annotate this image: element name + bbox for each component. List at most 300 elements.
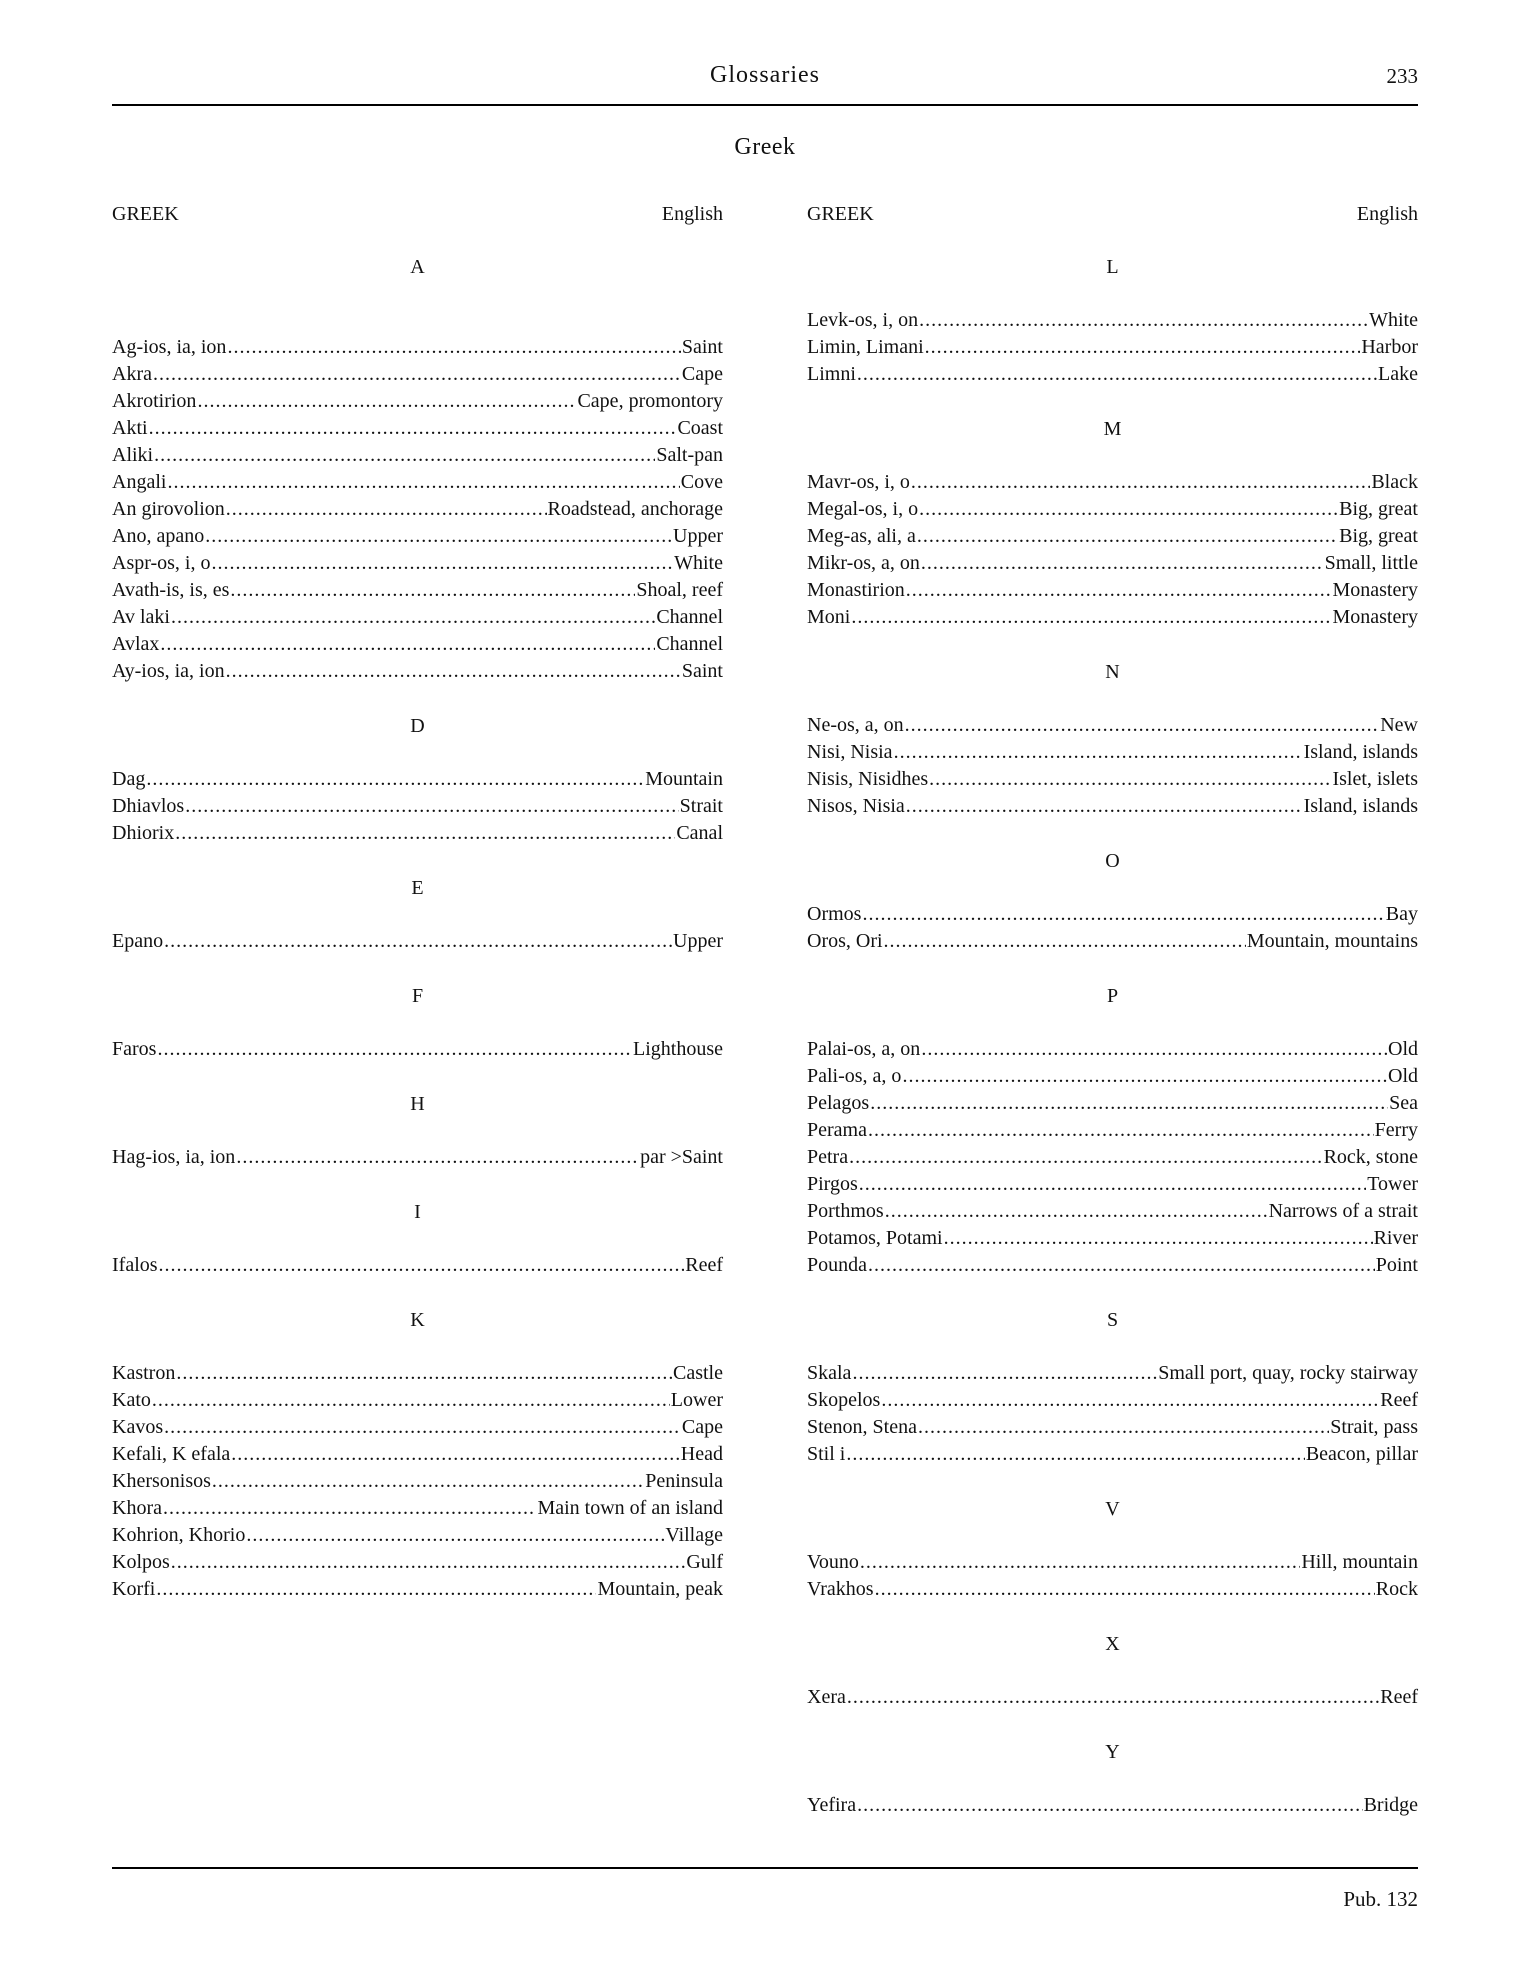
- glossary-columns: [112, 161, 1418, 1819]
- entry-term: Vrakhos: [807, 1578, 874, 1600]
- glossary-section: [807, 418, 1418, 631]
- column-header-term: GREEK: [807, 203, 874, 225]
- entry-term: Dhiorix: [112, 822, 175, 844]
- dot-leader: [870, 1090, 1388, 1117]
- entry-definition: Lighthouse: [633, 1038, 723, 1060]
- entry-definition: Strait, pass: [1330, 1416, 1418, 1438]
- dot-leader: [171, 1549, 686, 1576]
- entry-term: Faros: [112, 1038, 157, 1060]
- entry-term: Perama: [807, 1119, 867, 1141]
- entry-term: Khora: [112, 1497, 162, 1519]
- dot-leader: [929, 766, 1331, 793]
- dot-leader: [156, 1576, 596, 1603]
- glossary-entry: [807, 712, 1418, 739]
- entry-term: Aspr-os, i, o: [112, 552, 211, 574]
- section-letter: I: [414, 1201, 421, 1223]
- entry-definition: Old: [1388, 1065, 1418, 1087]
- entry-term: Nisis, Nisidhes: [807, 768, 929, 790]
- entry-definition: Roadstead, anchorage: [547, 498, 723, 520]
- dot-leader: [885, 1198, 1268, 1225]
- section-letter: A: [410, 256, 425, 278]
- dot-leader: [902, 1063, 1387, 1090]
- section-letter: N: [1105, 661, 1120, 683]
- section-letter: F: [411, 985, 424, 1007]
- entry-term: Kohrion, Khorio: [112, 1524, 246, 1546]
- entry-definition: Rock: [1375, 1578, 1418, 1600]
- entry-definition: Cape: [681, 363, 723, 385]
- section-entries: [112, 1144, 723, 1171]
- entry-definition: Lower: [670, 1389, 723, 1411]
- entry-term: Potamos, Potami: [807, 1227, 943, 1249]
- glossary-section: [112, 985, 723, 1063]
- column-header-language: English: [661, 203, 723, 225]
- entry-definition: Strait: [679, 795, 723, 817]
- section-letter: X: [1105, 1633, 1120, 1655]
- entry-definition: Tower: [1367, 1173, 1418, 1195]
- dot-leader: [852, 1360, 1157, 1387]
- entry-definition: Narrows of a strait: [1268, 1200, 1418, 1222]
- section-letter: M: [1103, 418, 1122, 440]
- glossary-entry: [112, 631, 723, 658]
- dot-leader: [167, 469, 679, 496]
- entry-term: Angali: [112, 471, 167, 493]
- entry-term: Moni: [807, 606, 851, 628]
- glossary-entry: [807, 577, 1418, 604]
- dot-leader: [944, 1225, 1373, 1252]
- dot-leader: [862, 901, 1384, 928]
- glossary-section: [807, 1741, 1418, 1819]
- glossary-entry: [807, 1225, 1418, 1252]
- entry-term: Korfi: [112, 1578, 156, 1600]
- glossary-section: [807, 1309, 1418, 1468]
- glossary-entry: [807, 1576, 1418, 1603]
- entry-definition: Cove: [680, 471, 723, 493]
- entry-term: Pounda: [807, 1254, 867, 1276]
- entry-term: Vouno: [807, 1551, 859, 1573]
- glossary-section: [807, 850, 1418, 955]
- entry-term: Hag-ios, ia, ion: [112, 1146, 236, 1168]
- dot-leader: [918, 1414, 1329, 1441]
- entry-definition: Channel: [656, 633, 723, 655]
- entry-term: Palai-os, a, on: [807, 1038, 921, 1060]
- dot-leader: [197, 388, 576, 415]
- entry-term: Mikr-os, a, on: [807, 552, 920, 574]
- section-entries: [807, 1036, 1418, 1279]
- entry-term: Kastron: [112, 1362, 176, 1384]
- entry-term: Ano, apano: [112, 525, 205, 547]
- entry-term: Kefali, K efala: [112, 1443, 231, 1465]
- entry-term: Ormos: [807, 903, 862, 925]
- entry-term: Avlax: [112, 633, 160, 655]
- entry-definition: Bridge: [1363, 1794, 1418, 1816]
- glossary-entry: [807, 1252, 1418, 1279]
- entry-term: An girovolion: [112, 498, 225, 520]
- entry-term: Kolpos: [112, 1551, 170, 1573]
- glossary-entry: [807, 334, 1418, 361]
- entry-term: Kavos: [112, 1416, 164, 1438]
- section-entries: [807, 469, 1418, 631]
- dot-leader: [851, 604, 1331, 631]
- entry-definition: Mountain, mountains: [1246, 930, 1418, 952]
- glossary-entry: [807, 1171, 1418, 1198]
- entry-definition: Upper: [673, 525, 723, 547]
- section-letter: V: [1105, 1498, 1120, 1520]
- entry-definition: Head: [680, 1443, 723, 1465]
- glossary-section: [807, 1633, 1418, 1711]
- glossary-entry: [112, 658, 723, 685]
- glossary-entry: [807, 307, 1418, 334]
- glossary-entry: [807, 469, 1418, 496]
- glossary-entry: [112, 1576, 723, 1603]
- glossary-entry: [807, 793, 1418, 820]
- entry-term: Skopelos: [807, 1389, 881, 1411]
- entry-definition: Main town of an island: [537, 1497, 723, 1519]
- glossary-entry: [112, 1144, 723, 1171]
- entry-definition: Islet, islets: [1332, 768, 1418, 790]
- glossary-entry: [807, 1387, 1418, 1414]
- entry-definition: Big, great: [1339, 525, 1418, 547]
- entry-term: Meg-as, ali, a: [807, 525, 916, 547]
- glossary-entry: [112, 361, 723, 388]
- section-entries: [807, 1684, 1418, 1711]
- glossary-entry: [807, 1063, 1418, 1090]
- glossary-entry: [112, 469, 723, 496]
- section-entries: [112, 307, 723, 685]
- glossary-column: [112, 161, 723, 1603]
- entry-term: Nisos, Nisia: [807, 795, 905, 817]
- entry-definition: Monastery: [1332, 606, 1418, 628]
- footer-rule: [112, 1867, 1418, 1869]
- entry-definition: Small, little: [1324, 552, 1418, 574]
- glossary-entry: [112, 1036, 723, 1063]
- entry-term: Oros, Ori: [807, 930, 883, 952]
- glossary-entry: [807, 1144, 1418, 1171]
- entry-term: Levk-os, i, on: [807, 309, 919, 331]
- entry-term: Stenon, Stena: [807, 1416, 917, 1438]
- entry-definition: Ferry: [1374, 1119, 1418, 1141]
- glossary-entry: [807, 1036, 1418, 1063]
- section-entries: [112, 1036, 723, 1063]
- glossary-entry: [112, 928, 723, 955]
- glossary-entry: [807, 1441, 1418, 1468]
- glossary-entry: [112, 1414, 723, 1441]
- glossary-entry: [807, 604, 1418, 631]
- glossary-entry: [112, 1387, 723, 1414]
- dot-leader: [152, 1387, 670, 1414]
- entry-term: Pirgos: [807, 1173, 858, 1195]
- dot-leader: [857, 361, 1377, 388]
- dot-leader: [171, 604, 655, 631]
- entry-definition: Mountain, peak: [597, 1578, 723, 1600]
- entry-term: Ay-ios, ia, ion: [112, 660, 225, 682]
- dot-leader: [894, 739, 1303, 766]
- dot-leader: [846, 1441, 1304, 1468]
- glossary-section: [112, 1309, 723, 1603]
- entry-term: Khersonisos: [112, 1470, 211, 1492]
- section-letter: L: [1106, 256, 1119, 278]
- glossary-section: [112, 715, 723, 847]
- glossary-entry: [807, 361, 1418, 388]
- glossary-entry: [807, 496, 1418, 523]
- dot-leader: [227, 334, 680, 361]
- entry-definition: Cape, promontory: [577, 390, 723, 412]
- dot-leader: [231, 1441, 680, 1468]
- glossary-entry: [112, 577, 723, 604]
- glossary-section: [112, 1093, 723, 1171]
- section-entries: [807, 712, 1418, 820]
- dot-leader: [925, 334, 1361, 361]
- dot-leader: [881, 1387, 1379, 1414]
- section-entries: [807, 1792, 1418, 1819]
- column-header-language: English: [1356, 203, 1418, 225]
- dot-leader: [160, 631, 655, 658]
- dot-leader: [175, 820, 675, 847]
- glossary-entry: [807, 523, 1418, 550]
- dot-leader: [176, 1360, 672, 1387]
- entry-definition: Point: [1375, 1254, 1418, 1276]
- entry-definition: Rock, stone: [1323, 1146, 1418, 1168]
- column-header: [112, 203, 723, 226]
- glossary-entry: [112, 550, 723, 577]
- dot-leader: [212, 1468, 644, 1495]
- entry-term: Ne-os, a, on: [807, 714, 904, 736]
- entry-definition: Castle: [673, 1362, 723, 1384]
- entry-definition: Saint: [681, 336, 723, 358]
- glossary-entry: [807, 901, 1418, 928]
- glossary-entry: [112, 523, 723, 550]
- dot-leader: [859, 1171, 1366, 1198]
- entry-definition: Small port, quay, rocky stairway: [1158, 1362, 1418, 1384]
- entry-term: Yefira: [807, 1794, 857, 1816]
- entry-definition: Saint: [681, 660, 723, 682]
- glossary-entry: [112, 388, 723, 415]
- section-entries: [807, 1360, 1418, 1468]
- entry-definition: Reef: [685, 1254, 723, 1276]
- entry-definition: Reef: [1380, 1389, 1418, 1411]
- entry-definition: Old: [1388, 1038, 1418, 1060]
- entry-definition: Mountain: [645, 768, 723, 790]
- glossary-entry: [807, 1198, 1418, 1225]
- dot-leader: [849, 1144, 1322, 1171]
- entry-definition: Big, great: [1339, 498, 1418, 520]
- entry-definition: Black: [1371, 471, 1418, 493]
- entry-term: Pali-os, a, o: [807, 1065, 902, 1087]
- dot-leader: [847, 1684, 1379, 1711]
- glossary-entry: [112, 442, 723, 469]
- entry-definition: New: [1380, 714, 1418, 736]
- dot-leader: [884, 928, 1246, 955]
- section-entries: [807, 1549, 1418, 1603]
- section-letter: D: [410, 715, 425, 737]
- entry-term: Aliki: [112, 444, 154, 466]
- header-rule: [112, 104, 1418, 106]
- entry-term: Monastirion: [807, 579, 905, 601]
- entry-definition: Beacon, pillar: [1305, 1443, 1418, 1465]
- entry-term: Megal-os, i, o: [807, 498, 919, 520]
- glossary-entry: [807, 1117, 1418, 1144]
- glossary-entry: [112, 604, 723, 631]
- glossary-entry: [112, 1495, 723, 1522]
- entry-definition: Gulf: [686, 1551, 723, 1573]
- dot-leader: [875, 1576, 1375, 1603]
- glossary-entry: [807, 1684, 1418, 1711]
- dot-leader: [154, 442, 655, 469]
- entry-definition: Sea: [1389, 1092, 1418, 1114]
- section-letter: E: [411, 877, 424, 899]
- glossary-entry: [807, 1549, 1418, 1576]
- dot-leader: [921, 1036, 1387, 1063]
- entry-definition: Reef: [1380, 1686, 1418, 1708]
- entry-definition: Shoal, reef: [636, 579, 723, 601]
- dot-leader: [164, 1414, 681, 1441]
- entry-term: Akti: [112, 417, 148, 439]
- entry-term: Avath-is, is, es: [112, 579, 230, 601]
- entry-definition: Monastery: [1332, 579, 1418, 601]
- glossary-section: [807, 661, 1418, 820]
- entry-term: Nisi, Nisia: [807, 741, 893, 763]
- entry-definition: Bay: [1385, 903, 1418, 925]
- glossary-entry: [112, 1360, 723, 1387]
- dot-leader: [159, 1252, 685, 1279]
- page-number: 233: [1386, 64, 1418, 88]
- entry-definition: White: [1369, 309, 1418, 331]
- entry-definition: Island, islands: [1303, 741, 1418, 763]
- entry-definition: Upper: [673, 930, 723, 952]
- entry-definition: Island, islands: [1303, 795, 1418, 817]
- glossary-section: [807, 985, 1418, 1279]
- dot-leader: [868, 1252, 1375, 1279]
- entry-definition: Channel: [656, 606, 723, 628]
- entry-definition: River: [1373, 1227, 1418, 1249]
- entry-definition: par >Saint: [640, 1146, 723, 1168]
- page-header: [0, 0, 1530, 89]
- glossary-section: [807, 1498, 1418, 1603]
- dot-leader: [919, 307, 1368, 334]
- dot-leader: [868, 1117, 1374, 1144]
- entry-definition: Hill, mountain: [1301, 1551, 1418, 1573]
- glossary-entry: [112, 1549, 723, 1576]
- entry-term: Ifalos: [112, 1254, 158, 1276]
- glossary-section: [112, 1201, 723, 1279]
- entry-definition: Harbor: [1361, 336, 1418, 358]
- glossary-entry: [112, 1252, 723, 1279]
- section-entries: [807, 901, 1418, 955]
- column-header-term: GREEK: [112, 203, 179, 225]
- glossary-entry: [807, 1360, 1418, 1387]
- section-entries: [112, 1252, 723, 1279]
- glossary-column: [807, 161, 1418, 1819]
- entry-term: Akrotirion: [112, 390, 197, 412]
- header-title: Glossaries: [710, 62, 820, 88]
- entry-term: Akra: [112, 363, 152, 385]
- section-entries: [807, 307, 1418, 388]
- entry-term: Epano: [112, 930, 164, 952]
- entry-term: Stil i: [807, 1443, 846, 1465]
- publication-label: Pub. 132: [1343, 1887, 1418, 1911]
- entry-term: Xera: [807, 1686, 846, 1708]
- dot-leader: [212, 550, 674, 577]
- glossary-entry: [807, 1414, 1418, 1441]
- glossary-entry: [112, 415, 723, 442]
- section-letter: O: [1105, 850, 1120, 872]
- glossary-entry: [807, 550, 1418, 577]
- glossary-entry: [807, 739, 1418, 766]
- entry-term: Dag: [112, 768, 146, 790]
- dot-leader: [919, 496, 1338, 523]
- glossary-entry: [112, 1441, 723, 1468]
- dot-leader: [164, 928, 672, 955]
- page-footer: [112, 1867, 1418, 1912]
- section-entries: [112, 928, 723, 955]
- dot-leader: [236, 1144, 639, 1171]
- entry-term: Porthmos: [807, 1200, 884, 1222]
- entry-definition: Salt-pan: [656, 444, 723, 466]
- glossary-entry: [112, 820, 723, 847]
- entry-term: Pelagos: [807, 1092, 870, 1114]
- dot-leader: [857, 1792, 1362, 1819]
- dot-leader: [906, 793, 1303, 820]
- entry-term: Dhiavlos: [112, 795, 185, 817]
- section-letter: Y: [1105, 1741, 1120, 1763]
- section-letter: H: [410, 1093, 425, 1115]
- dot-leader: [226, 496, 547, 523]
- entry-definition: Cape: [681, 1416, 723, 1438]
- entry-term: Limni: [807, 363, 856, 385]
- entry-term: Mavr-os, i, o: [807, 471, 910, 493]
- glossary-entry: [112, 334, 723, 361]
- dot-leader: [185, 793, 678, 820]
- dot-leader: [860, 1549, 1300, 1576]
- entry-definition: Lake: [1378, 363, 1418, 385]
- section-entries: [112, 1360, 723, 1603]
- dot-leader: [149, 415, 677, 442]
- section-letter: K: [410, 1309, 425, 1331]
- dot-leader: [153, 361, 681, 388]
- dot-leader: [911, 469, 1370, 496]
- entry-definition: Canal: [676, 822, 723, 844]
- entry-term: Kato: [112, 1389, 151, 1411]
- entry-definition: Village: [665, 1524, 723, 1546]
- dot-leader: [163, 1495, 536, 1522]
- dot-leader: [906, 577, 1332, 604]
- section-title: Greek: [734, 134, 796, 160]
- dot-leader: [246, 1522, 664, 1549]
- dot-leader: [146, 766, 644, 793]
- entry-term: Petra: [807, 1146, 849, 1168]
- glossary-entry: [807, 1090, 1418, 1117]
- entry-term: Ag-ios, ia, ion: [112, 336, 227, 358]
- glossary-entry: [807, 928, 1418, 955]
- glossary-entry: [112, 1522, 723, 1549]
- glossary-entry: [112, 766, 723, 793]
- glossary-section: [807, 256, 1418, 388]
- dot-leader: [205, 523, 672, 550]
- dot-leader: [157, 1036, 632, 1063]
- glossary-entry: [112, 1468, 723, 1495]
- section-entries: [112, 766, 723, 847]
- dot-leader: [905, 712, 1380, 739]
- entry-definition: Coast: [677, 417, 723, 439]
- section-letter: S: [1106, 1309, 1119, 1331]
- section-letter: P: [1106, 985, 1119, 1007]
- entry-definition: Peninsula: [645, 1470, 723, 1492]
- glossary-section: [112, 877, 723, 955]
- entry-definition: White: [674, 552, 723, 574]
- column-header: [807, 203, 1418, 226]
- dot-leader: [226, 658, 681, 685]
- glossary-entry: [807, 1792, 1418, 1819]
- glossary-entry: [112, 793, 723, 820]
